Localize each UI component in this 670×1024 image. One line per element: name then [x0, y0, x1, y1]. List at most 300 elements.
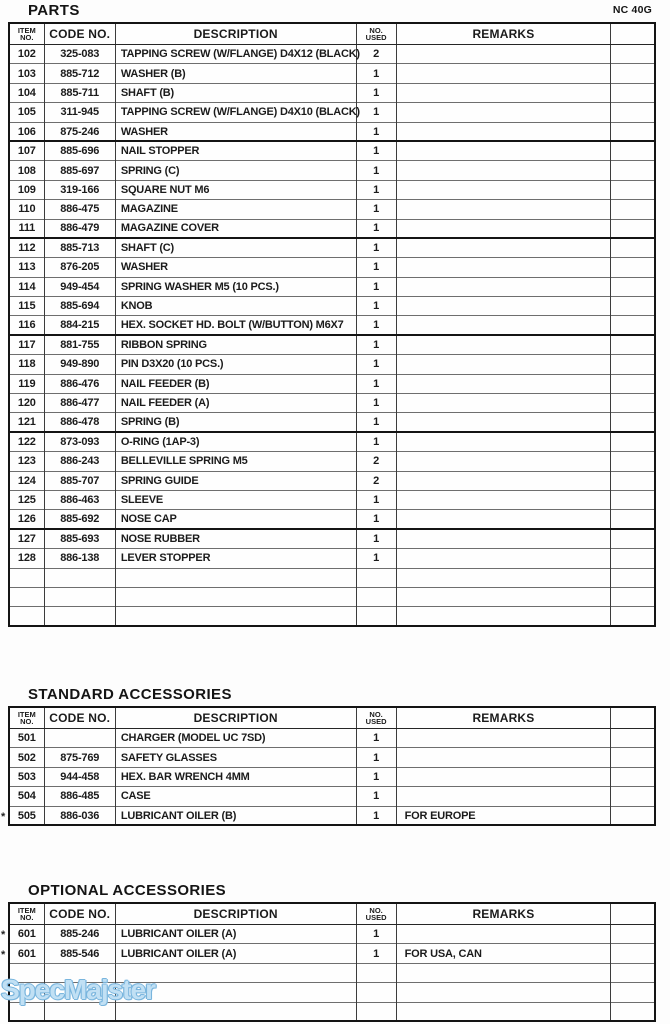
table-row	[9, 529, 655, 548]
cell-remarks	[396, 529, 611, 548]
section-title-optional-accessories: OPTIONAL ACCESSORIES	[28, 882, 227, 899]
table-row	[9, 729, 655, 748]
cell-code-no: 885-694	[44, 297, 115, 316]
cell-no-used: 1	[356, 219, 396, 238]
cell-extra	[611, 568, 655, 587]
cell-item-no: * 505	[9, 806, 44, 825]
cell-item-no	[9, 607, 44, 626]
cell-no-used: 1	[356, 510, 396, 529]
cell-code-no: 311-945	[44, 103, 115, 122]
cell-item-no: 118	[9, 355, 44, 374]
cell-no-used: 1	[356, 925, 396, 944]
cell-code-no: 881-755	[44, 335, 115, 354]
cell-item-no: 112	[9, 238, 44, 257]
cell-extra	[611, 335, 655, 354]
cell-remarks	[396, 490, 611, 509]
cell-description: BELLEVILLE SPRING M5	[115, 452, 356, 471]
cell-description: SPRING GUIDE	[115, 471, 356, 490]
cell-description	[115, 587, 356, 606]
cell-code-no: 944-458	[44, 767, 115, 786]
cell-remarks	[396, 587, 611, 606]
cell-extra	[611, 45, 655, 64]
cell-no-used: 1	[356, 141, 396, 160]
cell-item-no: 119	[9, 374, 44, 393]
cell-item-no: 116	[9, 316, 44, 335]
cell-extra	[611, 529, 655, 548]
cell-no-used: 1	[356, 748, 396, 767]
cell-no-used: 1	[356, 238, 396, 257]
cell-extra	[611, 64, 655, 83]
table-row	[9, 297, 655, 316]
header-remarks: REMARKS	[396, 707, 611, 729]
table-row	[9, 335, 655, 354]
cell-code-no: 885-692	[44, 510, 115, 529]
table-row	[9, 258, 655, 277]
cell-no-used: 1	[356, 83, 396, 102]
cell-extra	[611, 471, 655, 490]
cell-remarks	[396, 374, 611, 393]
cell-item-no: 104	[9, 83, 44, 102]
cell-remarks	[396, 452, 611, 471]
cell-remarks	[396, 355, 611, 374]
cell-remarks	[396, 432, 611, 451]
cell-description: WASHER	[115, 258, 356, 277]
cell-description: MAGAZINE COVER	[115, 219, 356, 238]
section-title-standard-accessories: STANDARD ACCESSORIES	[28, 686, 232, 703]
cell-remarks	[396, 925, 611, 944]
cell-description: NAIL FEEDER (B)	[115, 374, 356, 393]
cell-remarks	[396, 413, 611, 432]
table-row	[9, 413, 655, 432]
cell-no-used	[356, 1002, 396, 1021]
cell-remarks	[396, 83, 611, 102]
cell-code-no: 325-083	[44, 45, 115, 64]
cell-code-no: 884-215	[44, 316, 115, 335]
cell-no-used: 1	[356, 200, 396, 219]
cell-extra	[611, 200, 655, 219]
cell-no-used: 1	[356, 549, 396, 568]
cell-no-used: 1	[356, 335, 396, 354]
cell-extra	[611, 103, 655, 122]
cell-item-no: 115	[9, 297, 44, 316]
cell-description: O-RING (1AP-3)	[115, 432, 356, 451]
cell-no-used: 1	[356, 787, 396, 806]
cell-description: LUBRICANT OILER (A)	[115, 944, 356, 963]
cell-item-no: 124	[9, 471, 44, 490]
cell-code-no: 886-463	[44, 490, 115, 509]
cell-remarks	[396, 1002, 611, 1021]
cell-description: SLEEVE	[115, 490, 356, 509]
cell-item-no: 107	[9, 141, 44, 160]
cell-extra	[611, 787, 655, 806]
cell-remarks	[396, 316, 611, 335]
table-row	[9, 103, 655, 122]
cell-description: HEX. BAR WRENCH 4MM	[115, 767, 356, 786]
cell-description: NAIL STOPPER	[115, 141, 356, 160]
cell-code-no: 876-205	[44, 258, 115, 277]
header-extra	[611, 903, 655, 925]
cell-extra	[611, 549, 655, 568]
cell-code-no: 873-093	[44, 432, 115, 451]
cell-extra	[611, 490, 655, 509]
table-row	[9, 549, 655, 568]
cell-code-no: 885-713	[44, 238, 115, 257]
table-row	[9, 161, 655, 180]
cell-no-used: 1	[356, 374, 396, 393]
table-row	[9, 238, 655, 257]
cell-remarks	[396, 297, 611, 316]
cell-extra	[611, 452, 655, 471]
cell-code-no: 885-712	[44, 64, 115, 83]
cell-extra	[611, 316, 655, 335]
cell-remarks	[396, 277, 611, 296]
cell-remarks: FOR USA, CAN	[396, 944, 611, 963]
cell-remarks	[396, 103, 611, 122]
doc-code-label: NC 40G	[612, 4, 652, 16]
cell-no-used: 1	[356, 103, 396, 122]
cell-code-no: 875-769	[44, 748, 115, 767]
cell-description: LUBRICANT OILER (A)	[115, 925, 356, 944]
cell-extra	[611, 297, 655, 316]
standard-accessories-section	[1, 686, 656, 826]
cell-item-no: 504	[9, 787, 44, 806]
cell-extra	[611, 767, 655, 786]
cell-item-no: 110	[9, 200, 44, 219]
cell-description: SQUARE NUT M6	[115, 180, 356, 199]
cell-item-no: 121	[9, 413, 44, 432]
cell-no-used: 1	[356, 316, 396, 335]
cell-remarks	[396, 200, 611, 219]
parts-section	[8, 2, 656, 627]
header-no-used: NO. USED	[356, 707, 396, 729]
table-row	[9, 432, 655, 451]
cell-description: SAFETY GLASSES	[115, 748, 356, 767]
asterisk-mark: *	[1, 810, 6, 823]
cell-extra	[611, 141, 655, 160]
header-remarks: REMARKS	[396, 903, 611, 925]
cell-code-no: 886-138	[44, 549, 115, 568]
header-description: DESCRIPTION	[115, 23, 356, 45]
table-row	[9, 510, 655, 529]
cell-description: SPRING (C)	[115, 161, 356, 180]
cell-item-no: 503	[9, 767, 44, 786]
table-row	[9, 374, 655, 393]
cell-extra	[611, 394, 655, 413]
cell-no-used: 1	[356, 490, 396, 509]
cell-no-used	[356, 587, 396, 606]
cell-code-no: 885-696	[44, 141, 115, 160]
cell-code-no: 885-246	[44, 925, 115, 944]
cell-description: LUBRICANT OILER (B)	[115, 806, 356, 825]
cell-extra	[611, 983, 655, 1002]
table-row	[9, 64, 655, 83]
cell-item-no: 102	[9, 45, 44, 64]
table-row	[9, 141, 655, 160]
table-row	[9, 568, 655, 587]
table-header-row	[9, 23, 655, 45]
cell-item-no: 120	[9, 394, 44, 413]
cell-remarks	[396, 568, 611, 587]
cell-remarks	[396, 394, 611, 413]
cell-item-no: 106	[9, 122, 44, 141]
cell-no-used	[356, 607, 396, 626]
table-row	[9, 925, 655, 944]
cell-extra	[611, 219, 655, 238]
cell-extra	[611, 122, 655, 141]
cell-description	[115, 607, 356, 626]
cell-extra	[611, 355, 655, 374]
cell-remarks	[396, 983, 611, 1002]
cell-no-used: 1	[356, 64, 396, 83]
cell-item-no: 113	[9, 258, 44, 277]
table-row	[9, 200, 655, 219]
cell-remarks	[396, 161, 611, 180]
cell-description: KNOB	[115, 297, 356, 316]
cell-extra	[611, 413, 655, 432]
table-row	[9, 944, 655, 963]
cell-description: SHAFT (B)	[115, 83, 356, 102]
cell-no-used: 1	[356, 806, 396, 825]
cell-no-used: 1	[356, 277, 396, 296]
header-item-no: ITEM NO.	[9, 707, 44, 729]
cell-code-no: 885-711	[44, 83, 115, 102]
cell-description: TAPPING SCREW (W/FLANGE) D4X12 (BLACK)	[115, 45, 356, 64]
cell-no-used: 2	[356, 471, 396, 490]
cell-extra	[611, 729, 655, 748]
cell-code-no: 949-890	[44, 355, 115, 374]
cell-code-no	[44, 729, 115, 748]
cell-code-no: 886-477	[44, 394, 115, 413]
watermark: SpecMajster	[1, 974, 155, 1005]
header-no-used: NO. USED	[356, 903, 396, 925]
cell-code-no: 885-707	[44, 471, 115, 490]
cell-code-no: 886-475	[44, 200, 115, 219]
table-row	[9, 277, 655, 296]
header-code-no: CODE NO.	[44, 903, 115, 925]
cell-extra	[611, 374, 655, 393]
table-row	[9, 806, 655, 825]
cell-code-no: 886-036	[44, 806, 115, 825]
table-row	[9, 355, 655, 374]
cell-code-no: 885-697	[44, 161, 115, 180]
cell-remarks	[396, 963, 611, 982]
cell-item-no: * 601	[9, 944, 44, 963]
cell-item-no: 111	[9, 219, 44, 238]
cell-code-no: 886-243	[44, 452, 115, 471]
cell-remarks	[396, 787, 611, 806]
cell-extra	[611, 607, 655, 626]
header-no-used: NO. USED	[356, 23, 396, 45]
cell-no-used: 1	[356, 297, 396, 316]
cell-remarks	[396, 122, 611, 141]
header-description: DESCRIPTION	[115, 707, 356, 729]
cell-code-no: 886-485	[44, 787, 115, 806]
cell-code-no: 886-476	[44, 374, 115, 393]
cell-item-no: 125	[9, 490, 44, 509]
standard-accessories-table	[1, 706, 656, 826]
cell-remarks	[396, 45, 611, 64]
header-extra	[611, 707, 655, 729]
cell-item-no: 117	[9, 335, 44, 354]
cell-extra	[611, 432, 655, 451]
table-row	[9, 767, 655, 786]
table-row	[9, 452, 655, 471]
asterisk-mark: *	[1, 929, 6, 942]
cell-remarks	[396, 729, 611, 748]
cell-extra	[611, 238, 655, 257]
optional-title-row	[8, 882, 656, 900]
cell-no-used: 1	[356, 944, 396, 963]
cell-code-no: 886-479	[44, 219, 115, 238]
cell-extra	[611, 963, 655, 982]
cell-item-no	[9, 568, 44, 587]
cell-description: RIBBON SPRING	[115, 335, 356, 354]
cell-item-no: 123	[9, 452, 44, 471]
cell-item-no: 502	[9, 748, 44, 767]
cell-code-no: 319-166	[44, 180, 115, 199]
table-header-row	[9, 707, 655, 729]
table-row	[9, 607, 655, 626]
cell-remarks	[396, 549, 611, 568]
cell-extra	[611, 277, 655, 296]
cell-code-no	[44, 607, 115, 626]
cell-code-no: 875-246	[44, 122, 115, 141]
cell-description: SHAFT (C)	[115, 238, 356, 257]
cell-remarks	[396, 180, 611, 199]
table-row	[9, 83, 655, 102]
cell-description: HEX. SOCKET HD. BOLT (W/BUTTON) M6X7	[115, 316, 356, 335]
cell-remarks	[396, 767, 611, 786]
table-row	[9, 316, 655, 335]
cell-no-used: 1	[356, 529, 396, 548]
cell-extra	[611, 161, 655, 180]
cell-item-no: 126	[9, 510, 44, 529]
cell-code-no: 949-454	[44, 277, 115, 296]
cell-remarks	[396, 64, 611, 83]
cell-code-no: 885-693	[44, 529, 115, 548]
cell-item-no	[9, 587, 44, 606]
cell-extra	[611, 1002, 655, 1021]
cell-no-used	[356, 983, 396, 1002]
cell-description: CASE	[115, 787, 356, 806]
header-code-no: CODE NO.	[44, 707, 115, 729]
cell-remarks	[396, 335, 611, 354]
cell-item-no: 109	[9, 180, 44, 199]
section-title-parts: PARTS	[28, 2, 80, 19]
cell-code-no: 885-546	[44, 944, 115, 963]
table-row	[9, 394, 655, 413]
cell-no-used: 1	[356, 122, 396, 141]
cell-description: PIN D3X20 (10 PCS.)	[115, 355, 356, 374]
cell-description: NOSE RUBBER	[115, 529, 356, 548]
cell-no-used: 2	[356, 452, 396, 471]
standard-title-row	[8, 686, 656, 704]
cell-extra	[611, 587, 655, 606]
cell-code-no	[44, 587, 115, 606]
cell-item-no: 114	[9, 277, 44, 296]
cell-item-no: 128	[9, 549, 44, 568]
cell-item-no: * 601	[9, 925, 44, 944]
cell-item-no: 103	[9, 64, 44, 83]
table-row	[9, 471, 655, 490]
cell-description	[115, 568, 356, 587]
cell-no-used: 1	[356, 413, 396, 432]
table-row	[9, 219, 655, 238]
cell-extra	[611, 806, 655, 825]
cell-extra	[611, 925, 655, 944]
cell-item-no: 105	[9, 103, 44, 122]
cell-remarks	[396, 607, 611, 626]
cell-no-used: 1	[356, 394, 396, 413]
cell-description: CHARGER (MODEL UC 7SD)	[115, 729, 356, 748]
table-row	[9, 122, 655, 141]
cell-description: SPRING (B)	[115, 413, 356, 432]
cell-extra	[611, 258, 655, 277]
cell-remarks	[396, 748, 611, 767]
header-item-no: ITEM NO.	[9, 903, 44, 925]
table-header-row	[9, 903, 655, 925]
cell-item-no: 127	[9, 529, 44, 548]
cell-no-used: 1	[356, 355, 396, 374]
cell-no-used: 2	[356, 45, 396, 64]
cell-extra	[611, 748, 655, 767]
cell-description: TAPPING SCREW (W/FLANGE) D4X10 (BLACK)	[115, 103, 356, 122]
cell-remarks	[396, 258, 611, 277]
table-row	[9, 748, 655, 767]
cell-no-used: 1	[356, 161, 396, 180]
header-item-no: ITEM NO.	[9, 23, 44, 45]
table-row	[9, 587, 655, 606]
cell-extra	[611, 83, 655, 102]
header-remarks: REMARKS	[396, 23, 611, 45]
cell-remarks	[396, 471, 611, 490]
cell-no-used: 1	[356, 767, 396, 786]
cell-no-used	[356, 963, 396, 982]
cell-code-no	[44, 568, 115, 587]
cell-no-used: 1	[356, 729, 396, 748]
parts-title-row	[8, 2, 656, 20]
cell-description: MAGAZINE	[115, 200, 356, 219]
cell-code-no: 886-478	[44, 413, 115, 432]
cell-remarks	[396, 219, 611, 238]
cell-extra	[611, 510, 655, 529]
cell-no-used	[356, 568, 396, 587]
cell-remarks	[396, 141, 611, 160]
cell-extra	[611, 944, 655, 963]
table-row	[9, 490, 655, 509]
cell-description: NOSE CAP	[115, 510, 356, 529]
cell-no-used: 1	[356, 180, 396, 199]
cell-no-used: 1	[356, 432, 396, 451]
cell-remarks	[396, 238, 611, 257]
header-code-no: CODE NO.	[44, 23, 115, 45]
table-row	[9, 45, 655, 64]
cell-description: LEVER STOPPER	[115, 549, 356, 568]
cell-extra	[611, 180, 655, 199]
table-row	[9, 787, 655, 806]
header-description: DESCRIPTION	[115, 903, 356, 925]
cell-item-no: 501	[9, 729, 44, 748]
cell-remarks	[396, 510, 611, 529]
parts-table	[8, 22, 656, 627]
cell-description: WASHER (B)	[115, 64, 356, 83]
cell-description: NAIL FEEDER (A)	[115, 394, 356, 413]
cell-no-used: 1	[356, 258, 396, 277]
header-extra	[611, 23, 655, 45]
asterisk-mark: *	[1, 948, 6, 961]
table-row	[9, 180, 655, 199]
cell-remarks: FOR EUROPE	[396, 806, 611, 825]
